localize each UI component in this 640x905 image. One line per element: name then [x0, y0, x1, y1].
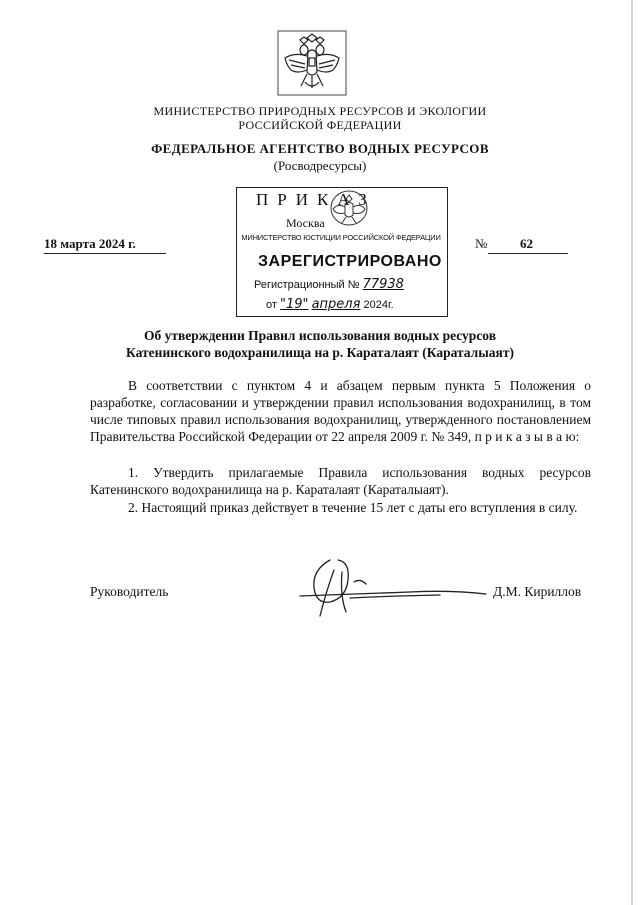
stamp-eagle-icon	[328, 189, 370, 227]
agency-name: ФЕДЕРАЛЬНОЕ АГЕНТСТВО ВОДНЫХ РЕСУРСОВ	[151, 141, 489, 156]
stamp-city: Москва	[286, 216, 325, 230]
order-number: 62	[520, 236, 533, 251]
item-2: 2. Настоящий приказ действует в течение 15 лет с даты его вступления в силу.	[128, 500, 578, 515]
ministry-line-2: РОССИЙСКОЙ ФЕДЕРАЦИИ	[238, 118, 402, 132]
agency-short-name: (Росводресурсы)	[273, 158, 367, 173]
stamp-date-suffix: г.	[387, 299, 394, 311]
stamp-date	[266, 297, 394, 312]
stamp-date-year: 2024	[363, 299, 388, 311]
number-underline	[488, 253, 568, 254]
handwritten-signature	[290, 552, 490, 622]
signer-name: Д.М. Кириллов	[493, 584, 582, 599]
stamp-date-day: "19"	[279, 297, 309, 312]
stamp-ministry: МИНИСТЕРСТВО ЮСТИЦИИ РОССИЙСКОЙ ФЕДЕРАЦИИ	[241, 233, 441, 242]
stamp-date-prefix: от	[266, 299, 277, 311]
stamp-registration-number	[254, 277, 404, 292]
regnum-label: Регистрационный №	[254, 279, 360, 291]
stamp-registered: ЗАРЕГИСТРИРОВАНО	[258, 253, 442, 270]
registration-stamp	[236, 187, 448, 317]
ministry-line-1: МИНИСТЕРСТВО ПРИРОДНЫХ РЕСУРСОВ И ЭКОЛОГИИ	[153, 104, 487, 118]
title-line-1: Об утверждении Правил использования водных ресурсов	[143, 328, 497, 343]
number-label: №	[475, 236, 488, 251]
scan-edge	[631, 0, 633, 905]
item-1: 1. Утвердить прилагаемые Правила использования водных ресурсов Катенинского водохранилища на р. Караталаят (Караталыаят).	[90, 465, 591, 497]
stamp-date-month: апреля	[311, 297, 361, 312]
regnum-value: 77938	[362, 277, 404, 292]
coat-of-arms-emblem	[277, 30, 347, 96]
order-heading: ПРИКАЗ	[256, 190, 376, 209]
preamble-paragraph: В соответствии с пунктом 4 и абзацем первым пункта 5 Положения о разработке, согласовании и утверждении правил использования водохранилищ, в том числе типовых правил использования водохранилищ, утвержденного постановлением Правительства Российской Федерации от 22 апреля 2009 г. № 349, п р и к а з ы в а ю:	[90, 378, 591, 444]
signer-role: Руководитель	[90, 584, 169, 599]
date-underline	[44, 253, 166, 254]
title-line-2: Катенинского водохранилища на р. Караталаят (Караталыаят)	[126, 345, 514, 360]
order-date: 18 марта 2024 г.	[44, 236, 136, 251]
